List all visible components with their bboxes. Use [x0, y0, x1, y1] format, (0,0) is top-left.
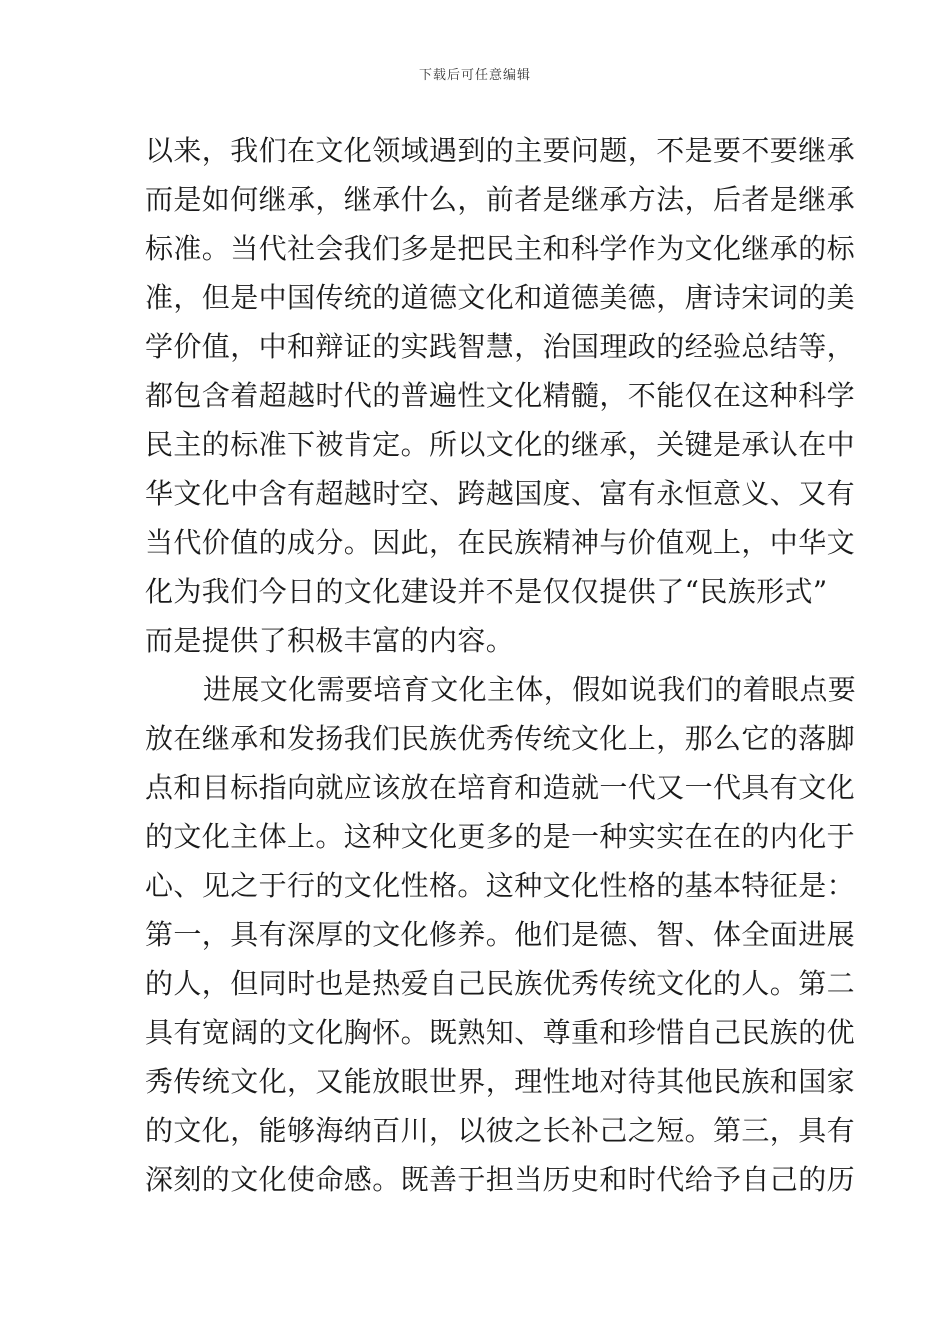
- text-line: 点和目标指向就应该放在培育和造就一代又一代具有文化: [145, 771, 856, 804]
- text-line: 的人，但同时也是热爱自己民族优秀传统文化的人。第二: [145, 967, 856, 1000]
- text-line: 标准。当代社会我们多是把民主和科学作为文化继承的标: [145, 232, 856, 265]
- text-line: 准，但是中国传统的道德文化和道德美德，唐诗宋词的美: [145, 281, 856, 314]
- text-line: 秀传统文化，又能放眼世界，理性地对待其他民族和国家: [145, 1065, 856, 1098]
- page-header: 下载后可任意编辑: [418, 68, 531, 83]
- text-line: 以来，我们在文化领域遇到的主要问题，不是要不要继承: [145, 134, 856, 167]
- text-line: 心、见之于行的文化性格。这种文化性格的基本特征是：: [145, 869, 856, 902]
- text-line: 而是如何继承，继承什么，前者是继承方法，后者是继承: [145, 183, 856, 216]
- text-line: 具有宽阔的文化胸怀。既熟知、尊重和珍惜自己民族的优: [145, 1016, 856, 1049]
- text-line: 学价值，中和辩证的实践智慧，治国理政的经验总结等，: [145, 330, 856, 363]
- document-body: [145, 126, 857, 1204]
- text-line: 民主的标准下被肯定。所以文化的继承，关键是承认在中: [145, 428, 856, 461]
- text-line: 化为我们今日的文化建设并不是仅仅提供了“民族形式”: [145, 575, 828, 608]
- text-line: 都包含着超越时代的普遍性文化精髓，不能仅在这种科学: [145, 379, 856, 412]
- text-line: 放在继承和发扬我们民族优秀传统文化上，那么它的落脚: [145, 722, 856, 755]
- paragraph-first-line: 进展文化需要培育文化主体，假如说我们的着眼点要: [203, 673, 857, 706]
- text-line: 华文化中含有超越时空、跨越国度、富有永恒意义、又有: [145, 477, 856, 510]
- text-line: 深刻的文化使命感。既善于担当历史和时代给予自己的历: [145, 1163, 856, 1196]
- text-line: 而是提供了积极丰富的内容。: [145, 624, 515, 657]
- text-line: 的文化主体上。这种文化更多的是一种实实在在的内化于: [145, 820, 856, 853]
- text-line: 第一，具有深厚的文化修养。他们是德、智、体全面进展: [145, 918, 856, 951]
- text-line: 的文化，能够海纳百川，以彼之长补己之短。第三，具有: [145, 1114, 856, 1147]
- text-line: 当代价值的成分。因此，在民族精神与价值观上，中华文: [145, 526, 856, 559]
